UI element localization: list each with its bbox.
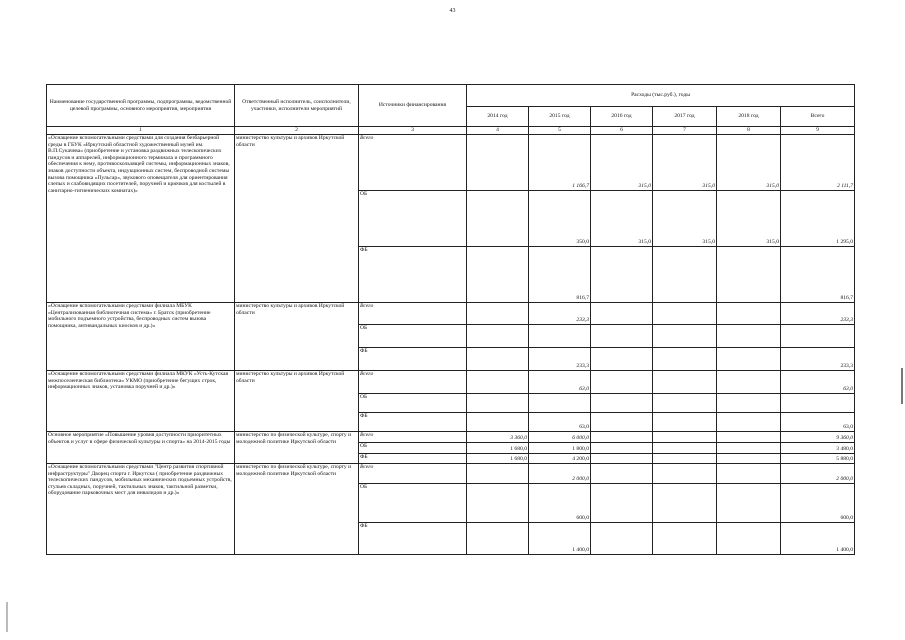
year-value — [591, 371, 653, 394]
year-value: 315,0 — [717, 191, 781, 247]
year-value — [717, 464, 781, 484]
header-name: Наименование государственной программы, подпрограммы, ведомственной целевой программы, основного мероприятия, мероприятия — [47, 85, 235, 127]
header-source: Источники финансирования — [359, 85, 467, 127]
total-value: 233,3 — [781, 303, 855, 325]
total-value: 9 360,0 — [781, 432, 855, 443]
year-value: 63,0 — [529, 371, 591, 394]
measure-name: «Оснащение вспомогательными средствами "Центр развития спортивной инфраструктуры" Дворец спорта г. Иркутска ( приобретение раздвижных телескопических пандусов, мобильных механических подъемных устройств, стульев складных, поручней, тактильных знаков, тактильной разметки, оборудование парковочных мест для инвалидов и др.)» — [47, 464, 235, 555]
funding-source: ОБ — [359, 443, 467, 454]
scan-mark — [901, 368, 903, 404]
year-value — [591, 325, 653, 348]
year-value: 315,0 — [653, 191, 717, 247]
column-number: 4 — [467, 127, 529, 135]
year-value — [717, 413, 781, 432]
year-value: 1 166,7 — [529, 135, 591, 191]
executor: министерство культуры и архивов Иркутской области — [235, 135, 359, 303]
total-value: 63,0 — [781, 413, 855, 432]
funding-source: Всего — [359, 135, 467, 191]
total-value: 816,7 — [781, 247, 855, 303]
year-value — [653, 303, 717, 325]
year-value: 315,0 — [653, 135, 717, 191]
total-value: 1 295,0 — [781, 191, 855, 247]
funding-source: ФБ — [359, 247, 467, 303]
year-value — [717, 484, 781, 523]
year-value — [717, 394, 781, 413]
year-value — [653, 432, 717, 443]
header-expenses: Расходы (тыс.руб.), годы — [467, 85, 855, 107]
year-value — [717, 443, 781, 454]
year-value: 315,0 — [591, 191, 653, 247]
funding-source: ФБ — [359, 348, 467, 371]
scan-mark — [6, 602, 8, 632]
table-row — [47, 432, 855, 443]
year-value: 63,0 — [529, 413, 591, 432]
year-value: 315,0 — [591, 135, 653, 191]
funding-source: Всего — [359, 303, 467, 325]
year-value: 816,7 — [529, 247, 591, 303]
year-value — [653, 348, 717, 371]
header-year: 2015 год — [529, 107, 591, 127]
year-value: 1 680,0 — [467, 454, 529, 464]
funding-source: ФБ — [359, 413, 467, 432]
year-value — [467, 191, 529, 247]
year-value — [717, 523, 781, 555]
column-number: 3 — [359, 127, 467, 135]
year-value — [467, 247, 529, 303]
year-value — [717, 454, 781, 464]
column-number: 9 — [781, 127, 855, 135]
year-value — [653, 325, 717, 348]
year-value: 1 680,0 — [467, 443, 529, 454]
header-year: 2017 год — [653, 107, 717, 127]
year-value — [653, 523, 717, 555]
total-value: 5 880,0 — [781, 454, 855, 464]
total-value: 233,3 — [781, 348, 855, 371]
year-value — [717, 247, 781, 303]
header-year: 2018 год — [717, 107, 781, 127]
column-number: 6 — [591, 127, 653, 135]
funding-source: ОБ — [359, 325, 467, 348]
year-value: 600,0 — [529, 484, 591, 523]
table-row — [47, 303, 855, 325]
funding-source: Всего — [359, 432, 467, 443]
total-value — [781, 394, 855, 413]
year-value — [591, 523, 653, 555]
funding-source: ОБ — [359, 484, 467, 523]
table-row — [47, 464, 855, 484]
header-year: 2014 год — [467, 107, 529, 127]
year-value — [653, 413, 717, 432]
executor: министерство культуры и архивов Иркутской области — [235, 371, 359, 432]
header-total: Всего — [781, 107, 855, 127]
year-value — [653, 443, 717, 454]
year-value: 233,3 — [529, 348, 591, 371]
executor: министерство по физической культуре, спорту и молодежной политике Иркутской области — [235, 464, 359, 555]
year-value — [717, 325, 781, 348]
table-body — [47, 135, 855, 555]
year-value — [717, 371, 781, 394]
year-value: 3 360,0 — [467, 432, 529, 443]
year-value — [653, 371, 717, 394]
year-value — [467, 135, 529, 191]
column-number-row — [47, 127, 855, 135]
column-number: 8 — [717, 127, 781, 135]
page-number: 43 — [449, 8, 456, 14]
measure-name: «Оснащение вспомогательными средствами филиала МБУК «Централизованная библиотечная система» г. Братск (приобретение мобильного подъемного устройства, беспроводных систем вызова помощника, антивандальных киосков и др.)» — [47, 303, 235, 371]
year-value — [467, 484, 529, 523]
executor: министерство культуры и архивов Иркутской области — [235, 303, 359, 371]
year-value — [591, 348, 653, 371]
funding-source: ФБ — [359, 523, 467, 555]
year-value — [591, 454, 653, 464]
funding-source: Всего — [359, 371, 467, 394]
year-value — [591, 303, 653, 325]
total-value: 63,0 — [781, 371, 855, 394]
year-value — [717, 432, 781, 443]
funding-source: ФБ — [359, 454, 467, 464]
total-value: 2 111,7 — [781, 135, 855, 191]
year-value — [467, 413, 529, 432]
total-value: 1 400,0 — [781, 523, 855, 555]
year-value — [467, 303, 529, 325]
year-value: 233,3 — [529, 303, 591, 325]
year-value: 2 000,0 — [529, 464, 591, 484]
measure-name: «Оснащение вспомогательными средствами филиала МКУК «Усть-Кутская межпоселенческая библиотека» УКМО (приобретение бегущих строк, информационных знаков, установка поручней и др.)» — [47, 371, 235, 432]
year-value — [653, 394, 717, 413]
header-year: 2016 год — [591, 107, 653, 127]
year-value — [591, 432, 653, 443]
table-row — [47, 371, 855, 394]
header-executor: Ответственный исполнитель, соисполнители, участники, исполнители мероприятий — [235, 85, 359, 127]
year-value — [591, 443, 653, 454]
measure-name: Основное мероприятие «Повышение уровня доступности приоритетных объектов и услуг в сфере физической культуры и спорта» на 2014-2015 годы — [47, 432, 235, 464]
year-value — [717, 348, 781, 371]
year-value — [717, 303, 781, 325]
total-value: 600,0 — [781, 484, 855, 523]
year-value — [653, 484, 717, 523]
year-value — [467, 348, 529, 371]
year-value — [591, 484, 653, 523]
year-value: 6 000,0 — [529, 432, 591, 443]
year-value — [591, 413, 653, 432]
column-number: 1 — [47, 127, 235, 135]
budget-table — [46, 84, 855, 555]
year-value: 4 200,0 — [529, 454, 591, 464]
year-value: 1 400,0 — [529, 523, 591, 555]
total-value: 2 000,0 — [781, 464, 855, 484]
year-value — [467, 464, 529, 484]
year-value — [653, 454, 717, 464]
year-value — [467, 371, 529, 394]
total-value — [781, 325, 855, 348]
year-value — [591, 394, 653, 413]
year-value — [591, 464, 653, 484]
funding-source: Всего — [359, 464, 467, 484]
measure-name: «Оснащение вспомогательными средствами для создания безбарьерной среды в ГБУК «Иркутский областной художественный музей им. В.П.Сукачева» (приобретение и установка раздвижных телескопических пандусов и аппарелей, информационного терминала и программного обеспечения к нему, противоскользящей системы, информационных знаков, знаков доступности объекта, индукционных систем, беспроводной системы вызова помощника «Пульсар», звукового оповещателя для ориентирования слепых и слабовидящих посетителей, поручней и крючков для костылей в санитарно-гигиенических комнатах)» — [47, 135, 235, 303]
year-value: 350,0 — [529, 191, 591, 247]
table-row — [47, 135, 855, 191]
year-value — [467, 394, 529, 413]
column-number: 2 — [235, 127, 359, 135]
executor: министерство по физической культуре, спорту и молодежной политике Иркутской области — [235, 432, 359, 464]
funding-source: ОБ — [359, 191, 467, 247]
column-number: 5 — [529, 127, 591, 135]
year-value: 1 800,0 — [529, 443, 591, 454]
year-value — [529, 325, 591, 348]
year-value — [467, 325, 529, 348]
total-value: 3 480,0 — [781, 443, 855, 454]
funding-source: ОБ — [359, 394, 467, 413]
year-value — [653, 247, 717, 303]
year-value — [529, 394, 591, 413]
table-header — [47, 85, 855, 135]
column-number: 7 — [653, 127, 717, 135]
year-value — [467, 523, 529, 555]
year-value — [653, 464, 717, 484]
year-value: 315,0 — [717, 135, 781, 191]
year-value — [591, 247, 653, 303]
